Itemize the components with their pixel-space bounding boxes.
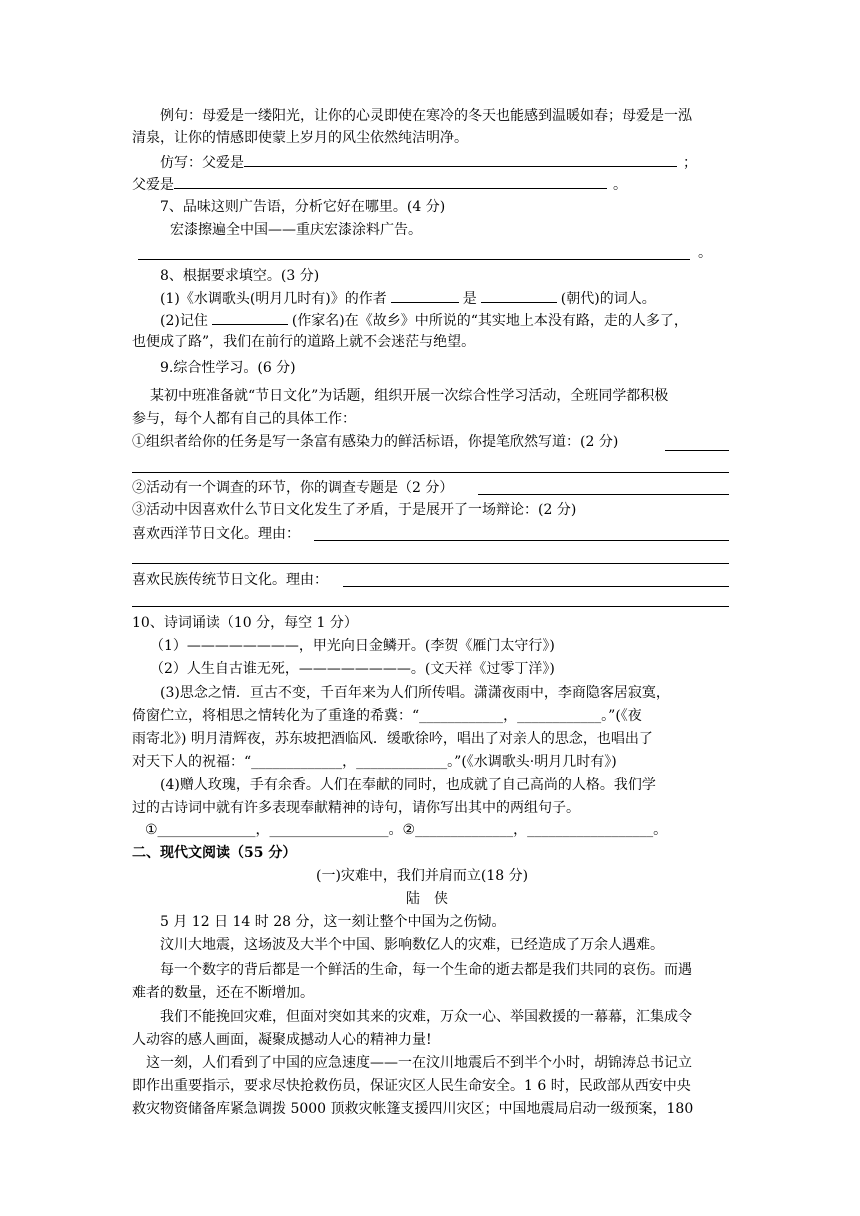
article-para-4-line-1: 我们不能挽回灾难，但面对突如其来的灾难，万众一心、举国救援的一幕幕，汇集成令 — [160, 1009, 692, 1025]
q10-poem-4-line-3: ①______________，_________________。②______________，__________________。 — [145, 822, 668, 838]
example-line-1: 例句：母爱是一缕阳光，让你的心灵即使在寒冷的冬天也能感到温暖如春；母爱是一泓 — [160, 108, 692, 124]
q10-poem-4-line-2: 过的古诗词中就有许多表现奉献精神的诗句，请你写出其中的两组句子。 — [132, 800, 580, 816]
q8-item-2 — [160, 310, 688, 331]
article-author: 陆 侠 — [406, 891, 448, 907]
q8-item-1-text: (1)《水调歌头(明月几时有)》的作者 — [160, 291, 387, 307]
q9-task-2: ②活动有一个调查的环节，你的调查专题是（2 分） — [132, 480, 454, 496]
q8-item-1 — [160, 288, 656, 309]
q8-dynasty-blank[interactable] — [481, 288, 557, 303]
imitate-label: 仿写：父爱是 — [160, 155, 244, 171]
q9-task-2-blank[interactable] — [478, 494, 729, 495]
section-2-heading: 二、现代文阅读（55 分） — [132, 845, 297, 861]
q7-end: 。 — [698, 245, 712, 261]
period: 。 — [613, 177, 627, 193]
q9-task-3: ③活动中因喜欢什么节日文化发生了矛盾，于是展开了一场辩论：(2 分) — [132, 502, 577, 518]
q9-title: 9.综合性学习。(6 分) — [160, 360, 296, 376]
q8-writer-blank[interactable] — [212, 310, 288, 325]
imitate-line-2 — [132, 174, 627, 195]
q9-native-blank[interactable] — [343, 586, 729, 587]
article-para-2: 汶川大地震，这场波及大半个中国、影响数亿人的灾难，已经造成了万余人遇难。 — [160, 937, 664, 953]
q8-author-blank[interactable] — [391, 288, 459, 303]
q9-task-1-blank[interactable] — [665, 450, 729, 451]
q9-intro-1: 某初中班准备就“节日文化”为话题，组织开展一次综合性学习活动，全班同学都积极 — [150, 388, 669, 404]
q8-item-2-text: (2)记住 — [160, 313, 208, 329]
q7-ad: 宏漆擦遍全中国——重庆宏漆涂料广告。 — [170, 222, 422, 238]
q9-intro-2: 参与，每个人都有自己的具体工作： — [132, 411, 356, 427]
imitate-label-2: 父爱是 — [132, 177, 174, 193]
q10-poem-3-line-2: 倚窗伫立，将相思之情转化为了重逢的希冀：“____________，____________。”(《夜 — [132, 708, 642, 724]
article-para-4-line-2: 人动容的感人画面，凝聚成撼动人心的精神力量! — [132, 1032, 432, 1048]
q8-item-2-cont: 也便成了路”，我们在前行的道路上就不会迷茫与绝望。 — [132, 334, 476, 350]
q10-poem-1: （1）————————，甲光向日金鳞开。(李贺《雁门太守行》) — [150, 638, 555, 654]
q9-native: 喜欢民族传统节日文化。理由： — [132, 572, 328, 588]
example-line-2: 清泉，让你的情感即使蒙上岁月的风尘依然纯洁明净。 — [132, 130, 468, 146]
q8-title: 8、根据要求填空。(3 分) — [160, 268, 320, 284]
q10-poem-3-line-3: 雨寄北》) 明月清辉夜，苏东坡把酒临风．缓歌徐吟，唱出了对亲人的思念，也唱出了 — [132, 731, 653, 747]
q7-answer-line[interactable] — [138, 259, 690, 260]
semicolon: ； — [683, 155, 697, 171]
article-para-1: 5 月 12 日 14 时 28 分，这一刻让整个中国为之伤恸。 — [160, 914, 506, 930]
q9-west-line-2[interactable] — [132, 563, 729, 564]
article-para-5-line-3: 救灾物资储备库紧急调拨 5000 顶救灾帐篷支援四川灾区；中国地震局启动一级预案，180 — [132, 1101, 694, 1117]
q9-native-line-2[interactable] — [132, 606, 729, 607]
q9-task-1-line[interactable] — [132, 472, 729, 473]
imitate-blank-2[interactable] — [174, 174, 607, 189]
article-para-3-line-1: 每一个数字的背后都是一个鲜活的生命，每一个生命的逝去都是我们共同的哀伤。而遇 — [160, 962, 692, 978]
q10-poem-3-line-1: (3)思念之情．亘古不变，千百年来为人们所传唱。潇潇夜雨中，李商隐客居寂寞， — [160, 685, 670, 701]
article-para-3-line-2: 难者的数量，还在不断增加。 — [132, 985, 314, 1001]
article-para-5-line-1: 这一刻，人们看到了中国的应急速度——一在汶川地震后不到半个小时，胡锦涛总书记立 — [146, 1055, 692, 1071]
q10-poem-3-line-4: 对天下人的祝福：“_____________，_____________。”(《水调歌头·明月几时有》) — [132, 754, 617, 770]
q8-item-2-rest: (作家名)在《故乡》中所说的“其实地上本没有路，走的人多了， — [291, 313, 688, 329]
q10-poem-2: （2）人生自古谁无死，————————。(文天祥《过零丁洋》) — [150, 661, 555, 677]
q9-task-1: ①组织者给你的任务是写一条富有感染力的鲜活标语，你提笔欣然写道：(2 分) — [132, 434, 619, 450]
article-title: (一)灾难中，我们并肩而立(18 分) — [316, 868, 529, 884]
q8-item-1-end: (朝代)的词人。 — [560, 291, 656, 307]
q9-west: 喜欢西洋节日文化。理由： — [132, 526, 300, 542]
article-para-5-line-2: 即作出重要指示，要求尽快抢救伤员，保证灾区人民生命安全。1 6 时，民政部从西安中央 — [132, 1078, 691, 1094]
q10-poem-4-line-1: (4)赠人玫瑰，手有余香。人们在奉献的同时，也成就了自己高尚的人格。我们学 — [160, 777, 656, 793]
imitate-line-1 — [160, 152, 697, 173]
q7-title: 7、品味这则广告语，分析它好在哪里。(4 分) — [160, 199, 446, 215]
q10-title: 10、诗词诵读（10 分，每空 1 分） — [132, 615, 358, 631]
q8-item-1-is: 是 — [462, 291, 477, 307]
q9-west-blank[interactable] — [314, 540, 729, 541]
imitate-blank-1[interactable] — [244, 152, 677, 167]
